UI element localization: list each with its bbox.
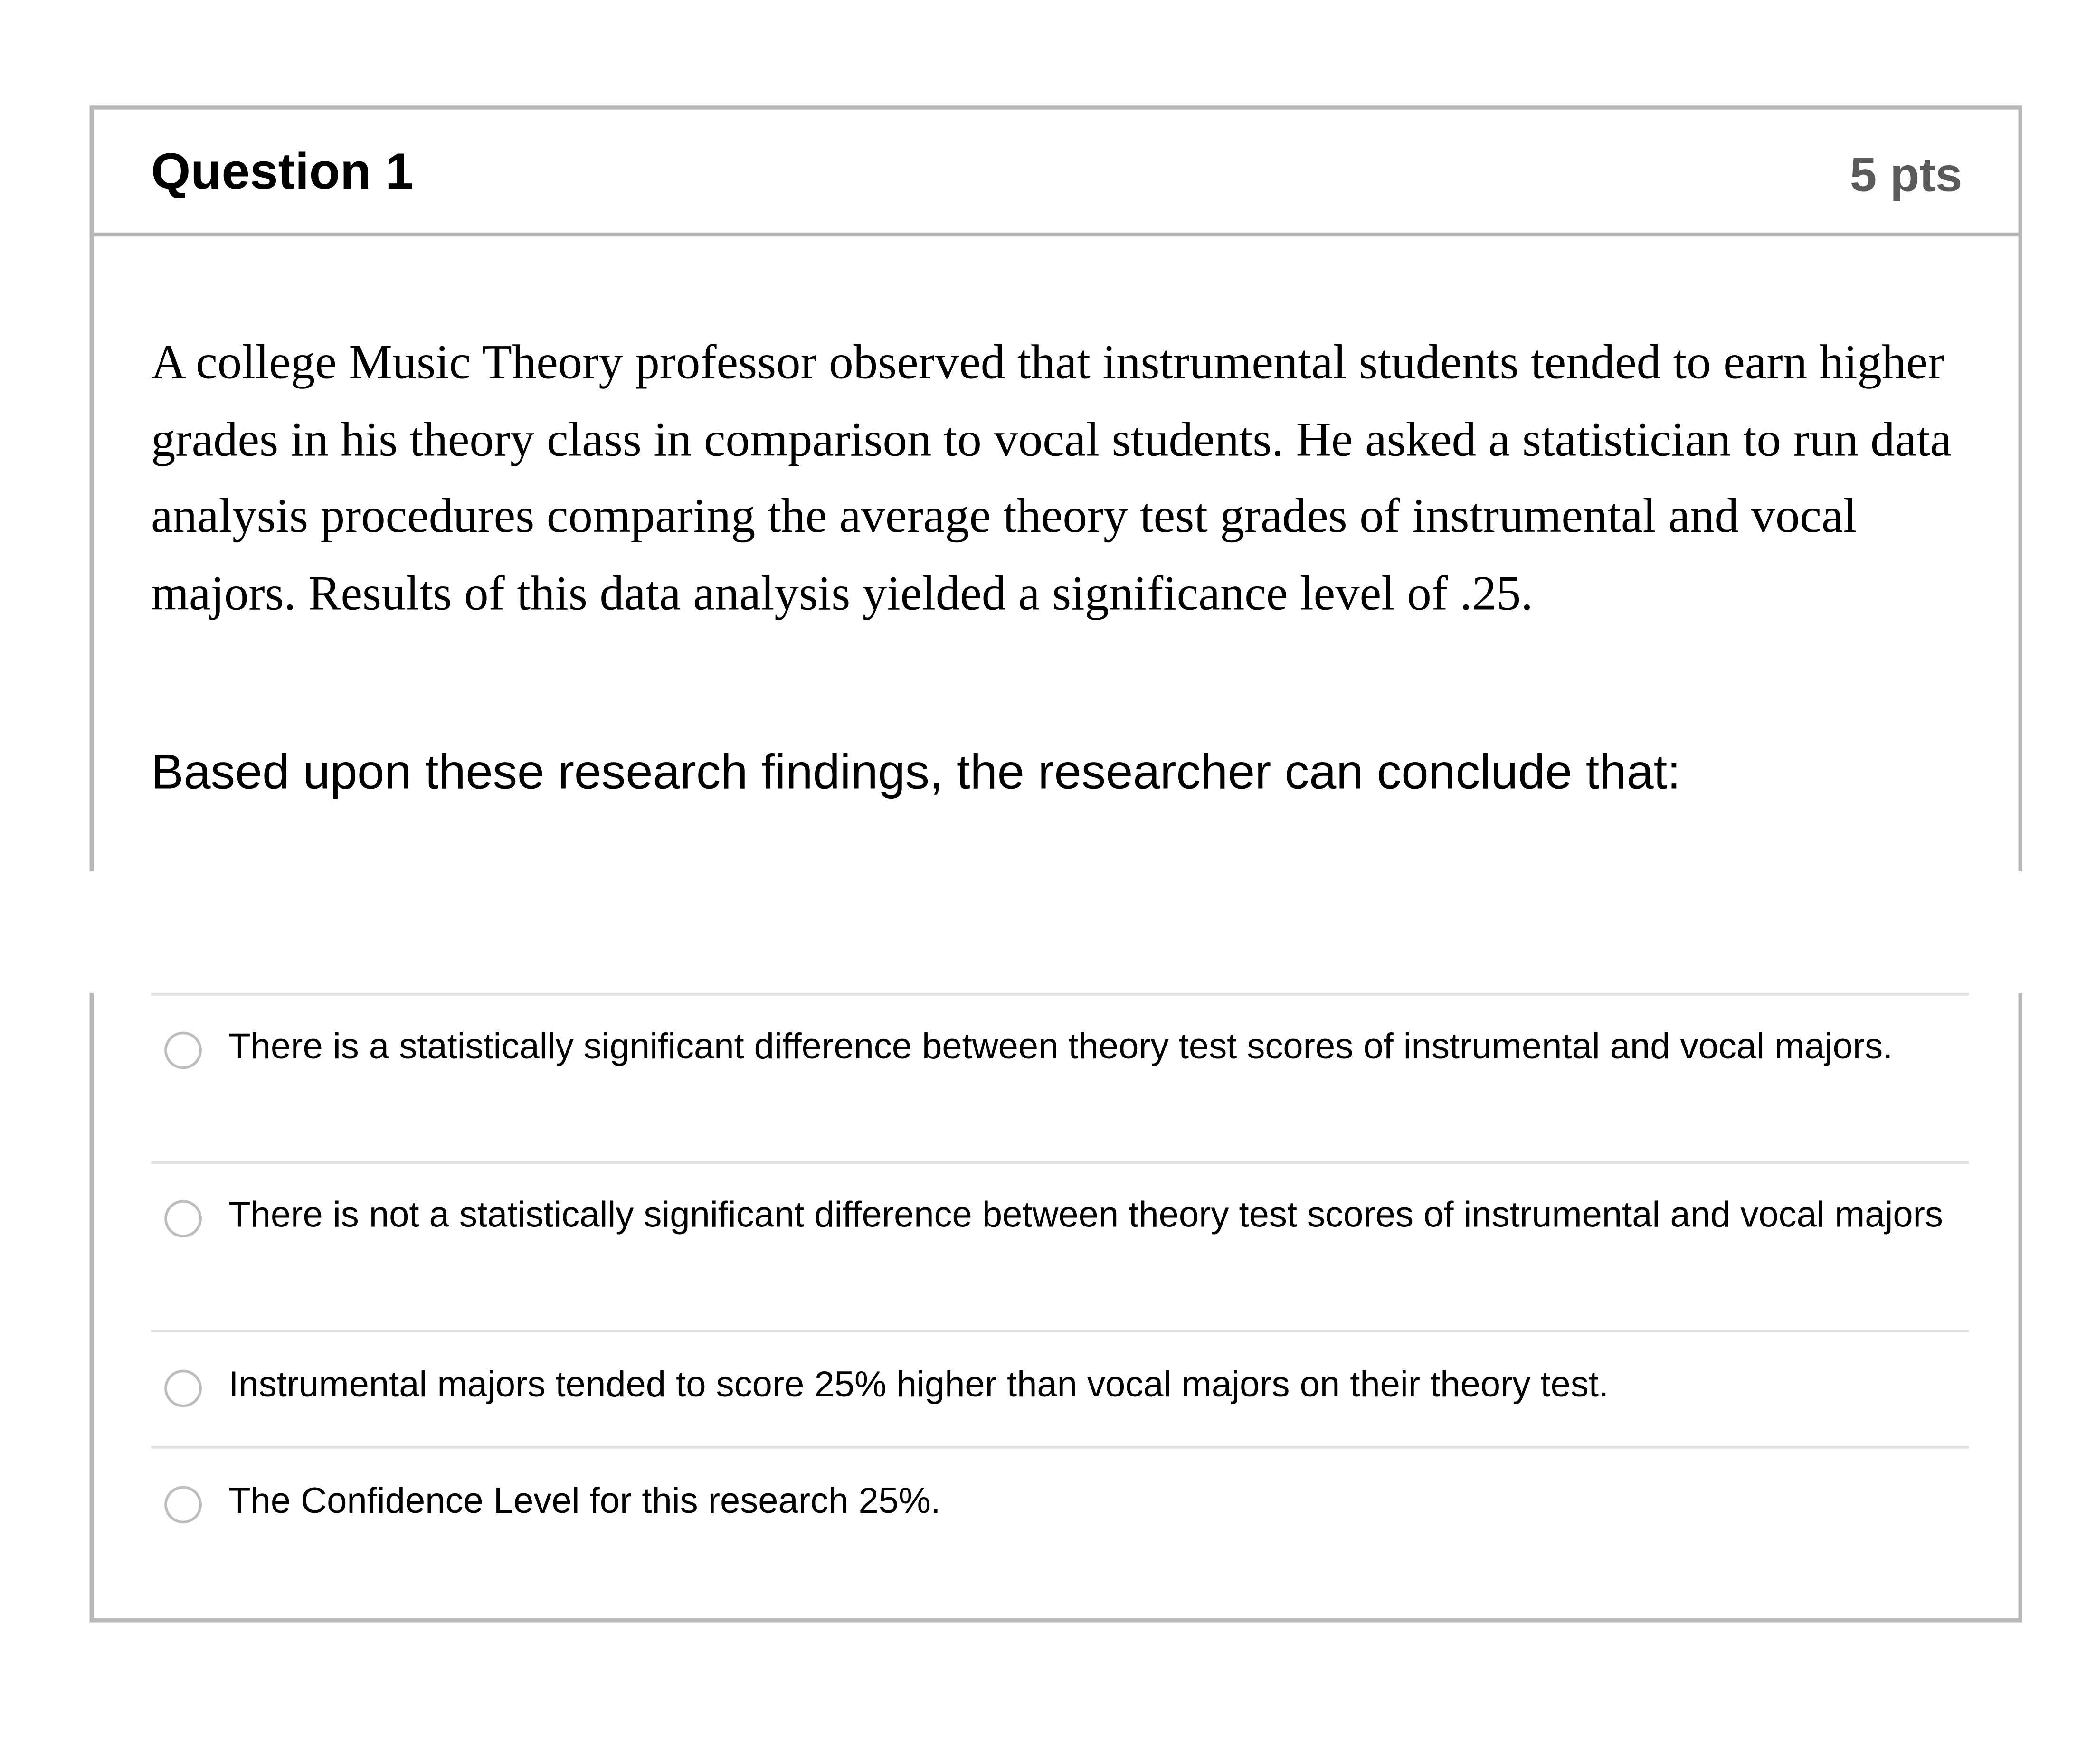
question-points: 5 pts — [1849, 147, 1963, 202]
answer-label[interactable]: There is not a statistically significant difference between theory test scores of instrumental and vocal majors — [228, 1194, 1943, 1235]
radio-button-icon[interactable] — [164, 1032, 202, 1069]
question-prompt: Based upon these research findings, the researcher can conclude that: — [151, 744, 1681, 799]
answer-list — [151, 993, 1969, 1556]
question-text: A college Music Theory professor observed that instrumental students tended to earn higher grades in his theory class in comparison to vocal students. He asked a statistician to run data analysis procedures comparing the average theory test grades of instrumental and vocal majors. Results of this data analysis yielded a significance level of .25. — [151, 334, 1952, 620]
radio-button-icon[interactable] — [164, 1486, 202, 1524]
radio-button-icon[interactable] — [164, 1370, 202, 1407]
answer-option-3[interactable] — [151, 1332, 1969, 1449]
answers-card — [90, 993, 2022, 1623]
radio-button-icon[interactable] — [164, 1200, 202, 1237]
question-title: Question 1 — [151, 144, 414, 201]
answer-label[interactable]: There is a statistically significant difference between theory test scores of instrumental and vocal majors. — [228, 1026, 1893, 1066]
answer-label[interactable]: Instrumental majors tended to score 25% higher than vocal majors on their theory test. — [228, 1364, 1609, 1405]
answer-option-1[interactable] — [151, 996, 1969, 1164]
question-card — [90, 105, 2022, 871]
answer-option-4[interactable] — [151, 1449, 1969, 1556]
answer-label[interactable]: The Confidence Level for this research 25%. — [228, 1481, 941, 1521]
question-header — [94, 110, 2019, 236]
answer-option-2[interactable] — [151, 1164, 1969, 1332]
